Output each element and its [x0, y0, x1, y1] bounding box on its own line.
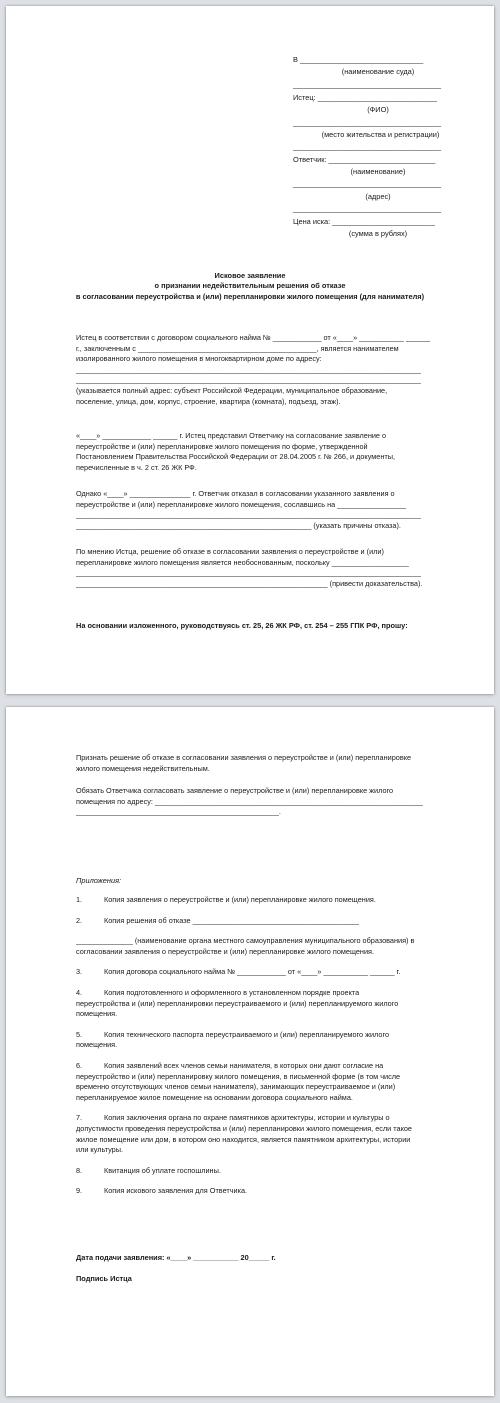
text-line: __________________________________________________________ (указать причины отказа). — [76, 520, 401, 530]
text-line: перечисленные в ч. 2 ст. 26 ЖК РФ. — [76, 462, 197, 472]
plaintiff-line: Истец: _____________________________ — [293, 93, 437, 102]
text-line: переустройства и (или) перепланировки переустраиваемого и (или) перепланируемого жилого — [76, 998, 399, 1008]
text-line: согласовании заявления о переустройстве и (или) перепланировке жилого помещения. — [76, 946, 375, 956]
attachment-item-5 — [76, 1030, 452, 1051]
attachments-title: Приложения: — [76, 876, 122, 885]
item-number: 5. — [76, 1029, 83, 1039]
text-line: переустройстве и (или) перепланировке жилого помещения, сославшись на _________________ — [76, 499, 407, 509]
request-approve — [76, 786, 452, 818]
attachment-item-3 — [76, 967, 452, 978]
text-line: помещения. — [76, 1009, 118, 1019]
paragraph-contract — [76, 333, 452, 407]
residence-caption: (место жительства и регистрации) — [321, 130, 440, 139]
text-line: жилое помещение или дом, в котором оно находится, является памятником архитектуры, истории — [76, 1134, 411, 1144]
paragraph-submission — [76, 431, 452, 473]
text-line: Копия искового заявления для Ответчика. — [104, 1186, 248, 1196]
text-line: Копия заявления о переустройстве и (или) перепланировке жилого помещения. — [104, 895, 376, 904]
text-line: перепланируемое жилое помещение на основании договора социального найма. — [76, 1092, 353, 1102]
basis-statement: На основании изложенного, руководствуясь ст. 25, 26 ЖК РФ, ст. 254 – 255 ГПК РФ, прошу: — [76, 621, 408, 630]
name-caption: (наименование) — [350, 167, 406, 176]
text-line: По мнению Истца, решение об отказе в согласовании заявления о переустройстве и (или) — [76, 547, 384, 556]
text-line: поселение, улица, дом, корпус, строение, квартира (комната), подъезд, этаж). — [76, 396, 341, 406]
attachment-item-1 — [76, 895, 452, 906]
document-page-1 — [6, 6, 494, 694]
claim-price-caption: (сумма в рублях) — [348, 229, 408, 238]
claim-price-line: Цена иска: _________________________ — [293, 217, 436, 226]
text-line: Копия договора социального найма № ____________ от «____» ___________ ______ г. — [104, 967, 401, 977]
text-line: Копия решения об отказе _________________________________________ — [104, 915, 359, 925]
title-line-2: о признании недействительным решения об отказе — [154, 281, 346, 290]
text-line: ______________ (наименование органа местного самоуправления муниципального образования) в — [76, 936, 415, 946]
item-number: 3. — [76, 967, 83, 977]
plaintiff-signature: Подпись Истца — [76, 1274, 132, 1283]
text-line: _____________________________________________________________________________________ — [76, 568, 421, 578]
text-line: изолированного жилого помещения в многоквартирном доме по адресу: — [76, 354, 322, 364]
text-line: Копия заявлений всех членов семьи нанимателя, в которых они дают согласие на — [104, 1060, 384, 1070]
text-line: перепланировке жилого помещения является необоснованным, поскольку ___________________ — [76, 557, 409, 567]
item-number: 1. — [76, 895, 83, 904]
text-line: жилого помещения недействительным. — [76, 763, 210, 773]
text-line: Признать решение об отказе в согласовании заявления о переустройстве и (или) перепланировке — [76, 753, 412, 762]
fio-caption: (ФИО) — [367, 105, 389, 114]
defendant-line: Ответчик: __________________________ — [293, 155, 436, 164]
item-number: 7. — [76, 1113, 83, 1123]
item-number: 2. — [76, 915, 83, 925]
text-line: ______________________________________________________________ (привести доказательства). — [76, 578, 423, 588]
text-line: Однако «____» _______________ г. Ответчик отказал в согласовании указанного заявления о — [76, 489, 395, 498]
attachment-item-8 — [76, 1166, 452, 1177]
attachments-list — [76, 895, 452, 1197]
text-line: Копия подготовленного и оформленного в установленном порядке проекта — [104, 987, 360, 997]
text-line: переустройство и (или) перепланировку жилого помещения, в письменной форме (в том числе — [76, 1071, 401, 1081]
text-line: _____________________________________________________________________________________ — [76, 510, 421, 520]
paragraph-opinion — [76, 547, 452, 589]
blank-line: ____________________________________ — [293, 118, 441, 127]
attachment-item-2 — [76, 916, 452, 927]
text-line: Постановлением Правительства Российской Федерации от 28.04.2005 г. № 266, и документы, — [76, 452, 395, 462]
item-number: 4. — [76, 987, 83, 997]
title-line-1: Исковое заявление — [214, 271, 286, 280]
blank-line: ____________________________________ — [293, 204, 441, 213]
text-line: г., заключенным с ____________________________________________, является нанимателем — [76, 343, 399, 353]
blank-line: ____________________________________ — [293, 142, 441, 151]
text-line: (указывается полный адрес: субъект Российской Федерации, муниципальное образование, — [76, 385, 388, 395]
text-line: переустройстве и (или) перепланировке жилого помещения по форме, утвержденной — [76, 441, 368, 451]
attachment-item-7 — [76, 1113, 452, 1155]
blank-line: ____________________________________ — [293, 80, 441, 89]
text-line: допустимости проведения переустройства и (или) перепланировки жилого помещения, если такое — [76, 1123, 412, 1133]
text-line: Обязать Ответчика согласовать заявление о переустройстве и (или) перепланировке жилого — [76, 786, 394, 795]
item-number: 9. — [76, 1186, 83, 1196]
request-invalidate — [76, 753, 452, 774]
filing-date: Дата подачи заявления: «____» ___________ 20_____ г. — [76, 1253, 276, 1262]
item-number: 8. — [76, 1165, 83, 1175]
item-number: 6. — [76, 1060, 83, 1070]
text-line: Квитанция об уплате госпошлины. — [104, 1165, 221, 1175]
document-page-2 — [6, 707, 494, 1396]
text-line: помещения по адресу: __________________________________________________________________ — [76, 796, 423, 806]
blank-line: ____________________________________ — [293, 179, 441, 188]
text-line: __________________________________________________. — [76, 807, 281, 817]
court-caption: (наименование суда) — [341, 67, 415, 76]
attachment-item-2-continued — [76, 936, 452, 957]
attachment-item-9 — [76, 1186, 452, 1197]
attachment-item-4 — [76, 988, 452, 1020]
attachment-item-6 — [76, 1061, 452, 1103]
text-line: помещения. — [76, 1040, 118, 1050]
text-line: временно отсутствующих членов семьи нанимателя), занимающих переустраиваемое и (или) — [76, 1082, 396, 1092]
text-line: или культуры. — [76, 1145, 124, 1155]
text-line: Истец в соответствии с договором социального найма № ____________ от «____» ___________ ______ — [76, 333, 431, 342]
address-caption: (адрес) — [365, 192, 391, 201]
text-line: Копия заключения органа по охране памятников архитектуры, истории и культуры о — [104, 1113, 390, 1123]
text-line: «____» ____________ ______ г. Истец представил Ответчику на согласование заявление о — [76, 431, 387, 440]
court-line: В ______________________________ — [293, 55, 424, 64]
text-line: _____________________________________________________________________________________ — [76, 375, 421, 385]
title-line-3: в согласовании переустройства и (или) перепланировки жилого помещения (для нанимателя) — [75, 292, 425, 301]
text-line: _____________________________________________________________________________________ — [76, 364, 421, 374]
paragraph-refusal — [76, 489, 452, 531]
text-line: Копия технического паспорта переустраиваемого и (или) перепланируемого жилого — [104, 1029, 390, 1039]
